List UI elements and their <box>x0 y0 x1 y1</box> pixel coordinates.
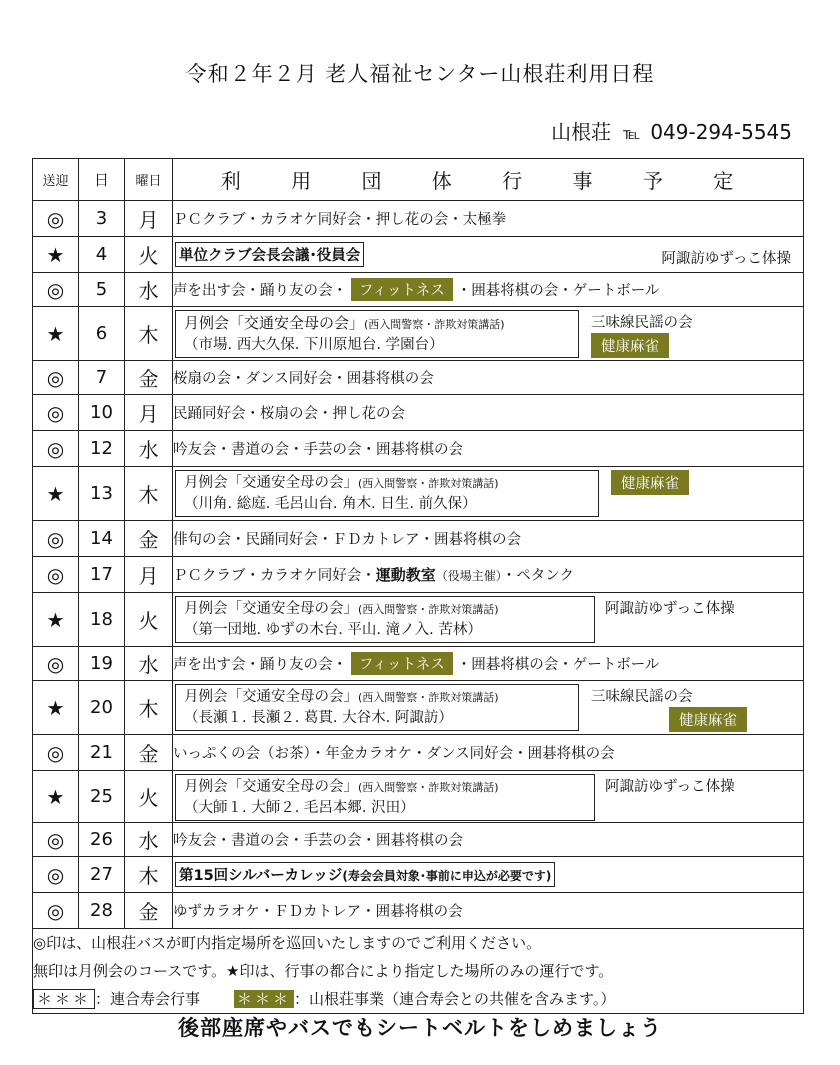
table-header-row <box>33 159 804 201</box>
table-row <box>33 647 804 681</box>
event-text: 民踊同好会・桜扇の会・押し花の会 <box>173 395 804 431</box>
phone-number: 049-294-5545 <box>650 120 792 144</box>
weekday: 木 <box>125 681 173 735</box>
table-row <box>33 307 804 361</box>
day-number: 14 <box>79 521 125 557</box>
event-cell <box>173 273 804 307</box>
event-cell <box>173 647 804 681</box>
pickup-mark: ◎ <box>33 735 79 771</box>
facility-name: 山根荘 <box>551 120 612 144</box>
table-row <box>33 823 804 857</box>
weekday: 水 <box>125 431 173 467</box>
day-number: 10 <box>79 395 125 431</box>
event-cell <box>173 237 804 273</box>
meeting-box <box>175 470 599 517</box>
note-line: ◎印は、山根荘バスが町内指定場所を巡回いたしますのでご利用ください。 <box>33 934 542 952</box>
weekday: 金 <box>125 521 173 557</box>
event-text: ・囲碁将棋の会・ゲートボール <box>456 657 660 673</box>
table-row <box>33 771 804 823</box>
event-note: （役場主催） <box>435 569 502 583</box>
meeting-title: 月例会「交通安全母の会」 <box>184 314 365 332</box>
day-number: 18 <box>79 593 125 647</box>
pickup-mark: ◎ <box>33 273 79 307</box>
event-highlight: 運動教室 <box>375 566 436 584</box>
meeting-title: 月例会「交通安全母の会」 <box>184 601 358 617</box>
table-row <box>33 273 804 307</box>
legend-line <box>33 985 803 1013</box>
event-cell <box>173 467 804 521</box>
weekday: 木 <box>125 467 173 521</box>
table-row <box>33 593 804 647</box>
pickup-mark: ★ <box>33 771 79 823</box>
header-weekday: 曜日 <box>125 159 173 201</box>
day-number: 3 <box>79 201 125 237</box>
pickup-mark: ◎ <box>33 893 79 929</box>
day-number: 4 <box>79 237 125 273</box>
table-row <box>33 395 804 431</box>
weekday: 火 <box>125 771 173 823</box>
highlight-badge: フィットネス <box>351 652 453 675</box>
pickup-mark: ◎ <box>33 557 79 593</box>
side-note: 三味線民謡の会 <box>591 315 693 331</box>
highlight-badge: 健康麻雀 <box>669 707 747 732</box>
pickup-mark: ◎ <box>33 201 79 237</box>
pickup-mark: ★ <box>33 467 79 521</box>
table-row <box>33 893 804 929</box>
meeting-box <box>175 684 579 731</box>
meeting-title: 月例会「交通安全母の会」 <box>184 779 358 795</box>
pickup-mark: ◎ <box>33 395 79 431</box>
meeting-areas: （長瀬１. 長瀬２. 葛貫. 大谷木. 阿諏訪） <box>184 710 453 726</box>
pickup-mark: ◎ <box>33 521 79 557</box>
header-day: 日 <box>79 159 125 201</box>
weekday: 木 <box>125 307 173 361</box>
pickup-mark: ★ <box>33 307 79 361</box>
highlight-badge: 健康麻雀 <box>611 470 689 495</box>
day-number: 26 <box>79 823 125 857</box>
meeting-subtitle: (西入間警察・詐欺対策講話) <box>358 477 499 490</box>
day-number: 17 <box>79 557 125 593</box>
weekday: 金 <box>125 735 173 771</box>
event-text: 声を出す会・踊り友の会・ <box>173 283 347 299</box>
contact-line <box>551 116 792 145</box>
legend-text: ：山根荘事業（連合寿会との共催を含みます。） <box>294 990 616 1008</box>
highlight-badge: 健康麻雀 <box>591 333 669 358</box>
weekday: 水 <box>125 823 173 857</box>
slogan: 後部座席やバスでもシートベルトをしめましょう <box>178 1016 662 1040</box>
notes-cell <box>33 929 804 1014</box>
table-row <box>33 361 804 395</box>
notes-row <box>33 929 804 1014</box>
event-text: ・囲碁将棋の会・ゲートボール <box>456 283 660 299</box>
table-row <box>33 467 804 521</box>
meeting-box <box>175 596 595 643</box>
boxed-event: 単位クラブ会長会議･役員会 <box>175 242 364 267</box>
event-text: 俳句の会・民踊同好会・ＦＤカトレア・囲碁将棋の会 <box>173 521 804 557</box>
day-number: 20 <box>79 681 125 735</box>
schedule-table <box>32 158 804 1014</box>
meeting-subtitle: (西入間警察・詐欺対策講話) <box>364 318 505 331</box>
event-cell <box>173 593 804 647</box>
side-note: 阿諏訪ゆずっこ体操 <box>661 251 791 267</box>
day-number: 12 <box>79 431 125 467</box>
table-row <box>33 857 804 893</box>
day-number: 6 <box>79 307 125 361</box>
legend-mark-boxed: ＊＊＊ <box>33 989 95 1009</box>
day-number: 27 <box>79 857 125 893</box>
weekday: 木 <box>125 857 173 893</box>
weekday: 金 <box>125 361 173 395</box>
meeting-areas: （川角. 総庭. 毛呂山台. 角木. 日生. 前久保） <box>184 496 477 512</box>
pickup-mark: ★ <box>33 593 79 647</box>
event-text: 吟友会・書道の会・手芸の会・囲碁将棋の会 <box>173 823 804 857</box>
table-row <box>33 735 804 771</box>
day-number: 19 <box>79 647 125 681</box>
event-text: 桜扇の会・ダンス同好会・囲碁将棋の会 <box>173 361 804 395</box>
table-row <box>33 681 804 735</box>
meeting-title: 月例会「交通安全母の会」 <box>184 475 358 491</box>
side-note: 阿諏訪ゆずっこ体操 <box>605 601 735 617</box>
event-text: いっぷくの会（お茶）・年金カラオケ・ダンス同好会・囲碁将棋の会 <box>173 735 804 771</box>
event-text: 吟友会・書道の会・手芸の会・囲碁将棋の会 <box>173 431 804 467</box>
event-text: 声を出す会・踊り友の会・ <box>173 657 347 673</box>
weekday: 月 <box>125 557 173 593</box>
day-number: 7 <box>79 361 125 395</box>
event-cell <box>173 681 804 735</box>
side-note: 阿諏訪ゆずっこ体操 <box>605 779 735 795</box>
legend-text: ：連合寿会行事 <box>95 990 201 1008</box>
meeting-box <box>175 310 579 358</box>
weekday: 水 <box>125 647 173 681</box>
day-number: 21 <box>79 735 125 771</box>
page-title: 令和２年２月 老人福祉センター山根荘利用日程 <box>185 62 655 86</box>
event-text: ＰＣクラブ・カラオケ同好会・ <box>173 568 376 584</box>
boxed-event <box>175 862 555 887</box>
meeting-title: 月例会「交通安全母の会」 <box>184 689 358 705</box>
weekday: 月 <box>125 395 173 431</box>
table-row <box>33 431 804 467</box>
event-cell <box>173 771 804 823</box>
weekday: 火 <box>125 237 173 273</box>
event-cell <box>173 307 804 361</box>
weekday: 水 <box>125 273 173 307</box>
boxed-event-note: (寿会会員対象･事前に申込が必要です) <box>342 869 552 883</box>
table-row <box>33 557 804 593</box>
meeting-areas: （大師１. 大師２. 毛呂本郷. 沢田） <box>184 800 415 816</box>
event-text: ゆずカラオケ・ＦＤカトレア・囲碁将棋の会 <box>173 893 804 929</box>
side-note: 三味線民謡の会 <box>591 689 693 705</box>
meeting-subtitle: (西入間警察・詐欺対策講話) <box>358 691 499 704</box>
weekday: 月 <box>125 201 173 237</box>
tel-icon: ℡ <box>623 124 641 143</box>
meeting-subtitle: (西入間警察・詐欺対策講話) <box>358 781 499 794</box>
event-cell <box>173 557 804 593</box>
event-text: ・ペタンク <box>501 568 574 584</box>
meeting-box <box>175 774 595 821</box>
day-number: 5 <box>79 273 125 307</box>
day-number: 28 <box>79 893 125 929</box>
note-line: 無印は月例会のコースです。★印は、行事の都合により指定した場所のみの運行です。 <box>33 962 614 980</box>
day-number: 25 <box>79 771 125 823</box>
event-cell <box>173 857 804 893</box>
legend-mark-olive: ＊＊＊ <box>234 990 294 1008</box>
header-pickup: 送迎 <box>33 159 79 201</box>
meeting-areas: （第一団地. ゆずの木台. 平山. 滝ノ入. 苦林） <box>184 622 482 638</box>
meeting-subtitle: (西入間警察・詐欺対策講話) <box>358 603 499 616</box>
pickup-mark: ◎ <box>33 431 79 467</box>
weekday: 金 <box>125 893 173 929</box>
table-row <box>33 521 804 557</box>
pickup-mark: ★ <box>33 237 79 273</box>
meeting-areas: （市場. 西大久保. 下川原旭台. 学園台） <box>184 337 444 353</box>
header-plan: 利 用 団 体 行 事 予 定 <box>173 159 804 201</box>
day-number: 13 <box>79 467 125 521</box>
table-row <box>33 201 804 237</box>
pickup-mark: ◎ <box>33 823 79 857</box>
boxed-event-title: 第15回シルバーカレッジ <box>179 868 343 884</box>
pickup-mark: ◎ <box>33 361 79 395</box>
pickup-mark: ★ <box>33 681 79 735</box>
highlight-badge: フィットネス <box>351 278 453 301</box>
pickup-mark: ◎ <box>33 857 79 893</box>
pickup-mark: ◎ <box>33 647 79 681</box>
weekday: 火 <box>125 593 173 647</box>
table-row <box>33 237 804 273</box>
event-text: ＰＣクラブ・カラオケ同好会・押し花の会・太極拳 <box>173 201 804 237</box>
